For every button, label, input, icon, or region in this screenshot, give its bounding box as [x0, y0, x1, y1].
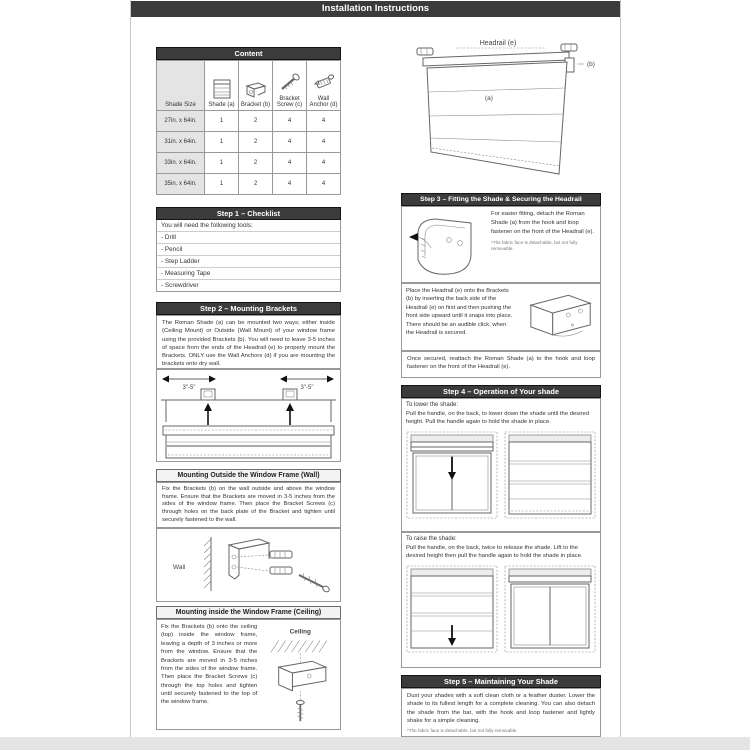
- cell-value: 1: [205, 174, 239, 195]
- dimension-label: 3"-5": [300, 385, 314, 391]
- roman-shade-diagram: [401, 18, 601, 188]
- step5-note: *The fabric face is detachable, but not fully removable.: [407, 728, 518, 734]
- step2-body: The Roman Shade (a) can be mounted two ways; either inside (Ceiling Mount) or Outside (Wall Mount) of your window frame using the provided Brackets (b). You will need to leave 3-5 inches of space from the ends of the Headrail (e) to properly mount the Brackets. ONLY use the Wall Anchors (d) if you are mounting the brackets onto dry wall.: [156, 315, 341, 369]
- step4-raise-heading: To raise the shade:: [406, 536, 457, 542]
- cell-value: 2: [239, 153, 273, 174]
- bracket-front-diagram: [405, 210, 487, 279]
- step4-lower-heading: To lower the shade:: [406, 402, 459, 408]
- cell-size: 35in. x 64in.: [157, 174, 205, 195]
- step5-title: Step 5 – Maintaining Your Shade: [401, 675, 601, 688]
- tool-item: - Drill: [157, 231, 340, 243]
- bracket-label: (b): [587, 61, 595, 68]
- step4-lower-body: Pull the handle, on the back, to lower down the shade until the desired height. Pull the handle again to hold the shade in place.: [406, 411, 590, 426]
- window-shade-raised-arrow-diagram: [406, 431, 498, 519]
- window-shade-raised-diagram: [504, 565, 596, 653]
- window-shade-lowered-diagram: [504, 431, 596, 519]
- step1-intro: You will need the following tools:: [161, 222, 253, 229]
- page-title: Installation Instructions: [131, 1, 620, 17]
- cell-size: 31in. x 64in.: [157, 132, 205, 153]
- shade-label: (a): [485, 95, 493, 102]
- cell-size: 27in. x 64in.: [157, 111, 205, 132]
- bracket-spacing-diagram: [157, 370, 340, 461]
- table-header-row: [157, 61, 341, 111]
- content-section: [156, 47, 341, 195]
- cell-value: 4: [307, 132, 341, 153]
- cell-value: 4: [273, 153, 307, 174]
- shade-icon: [211, 78, 233, 100]
- tool-item: - Step Ladder: [157, 255, 340, 267]
- ceiling-mount-body: Fix the Brackets (b) onto the ceiling (top) inside the window frame, leaving a depth of 3 inches or more from the window. Ensure that the Brackets are moved in 3-5 inches from the sides of the window frame. Then place the Bracket Screws (c) through the top holes and tighten until securely fastened to the top of the window frame.: [161, 624, 258, 706]
- wall-mount-title: Mounting Outside the Window Frame (Wall): [156, 469, 341, 482]
- step1-title: Step 1 – Checklist: [156, 207, 341, 220]
- col-header-label: Wall Anchor (d): [309, 96, 338, 108]
- step4-raise-body: Pull the handle, on the back, twice to release the shade. Lift to the desired height then pull the handle again to hold the shade in place.: [406, 545, 583, 560]
- table-row: [157, 153, 341, 174]
- ceiling-mount-diagram: [261, 623, 336, 726]
- step3-reattach-text: Once secured, reattach the Roman Shade (a) to the hook and loop fastener on the front of the Headrail (e).: [401, 351, 601, 378]
- cell-value: 4: [307, 174, 341, 195]
- col-header-shade: [205, 61, 239, 111]
- wall-label: Wall: [173, 564, 186, 571]
- cell-value: 1: [205, 132, 239, 153]
- step3-detach-text: For easier fitting, detach the Roman Shade (a) from the hook and loop fastener on the front of the Headrail (e).: [491, 211, 595, 235]
- cell-value: 4: [273, 111, 307, 132]
- wall-diagram-box: [156, 528, 341, 602]
- step5-body: Dust your shades with a soft clean cloth or a feather duster. Lower the shade to its fullest length for a complete cleaning. You can also detach the shade from the bar, with the hook and loop fastener and lightly shake for a simple cleaning.: [407, 693, 595, 724]
- step3-place-box: [401, 283, 601, 351]
- col-header-shade-size: Shade Size: [157, 61, 205, 111]
- col-header-wall-anchor: [307, 61, 341, 111]
- ceiling-mount-title: Mounting inside the Window Frame (Ceiling): [156, 606, 341, 619]
- step4-title: Step 4 – Operation of Your shade: [401, 385, 601, 398]
- step3-note: *The fabric face is detachable, but not fully removable.: [491, 239, 578, 251]
- table-row: [157, 111, 341, 132]
- tool-item: - Pencil: [157, 243, 340, 255]
- cell-value: 2: [239, 132, 273, 153]
- window-shade-lowered-arrow-diagram: [406, 565, 498, 653]
- bracket-icon: [244, 80, 268, 100]
- step5-box: [401, 688, 601, 737]
- content-title: Content: [156, 47, 341, 60]
- cell-value: 4: [273, 132, 307, 153]
- anchor-icon: [312, 72, 336, 94]
- ceiling-box: [156, 619, 341, 730]
- step3-title: Step 3 – Fitting the Shade & Securing the Headrail: [401, 193, 601, 206]
- col-header-bracket: [239, 61, 273, 111]
- step1-box: [156, 220, 341, 292]
- step2-diagram-box: [156, 369, 341, 462]
- col-header-bracket-screw: [273, 61, 307, 111]
- step4-lower-box: [401, 398, 601, 532]
- wall-mount-body: Fix the Brackets (b) on the wall outside and above the window frame. Ensure that the Brackets are moved in 3-5 inches from the sides of the window frame. Then place the Bracket Screws (c) through holes on the back plate of the Bracket and tighten until securely fastened to the wall.: [156, 482, 341, 528]
- screw-icon: [278, 72, 302, 94]
- step2-title: Step 2 – Mounting Brackets: [156, 302, 341, 315]
- instruction-sheet: [130, 0, 621, 738]
- cell-size: 33in. x 64in.: [157, 153, 205, 174]
- cell-value: 1: [205, 153, 239, 174]
- table-row: [157, 132, 341, 153]
- cell-value: 2: [239, 111, 273, 132]
- col-header-label: Bracket (b): [240, 102, 271, 108]
- cell-value: 4: [307, 153, 341, 174]
- step1-section: [156, 207, 341, 292]
- table-row: [157, 174, 341, 195]
- col-header-label: Bracket Screw (c): [276, 96, 303, 108]
- col-header-label: Shade (a): [208, 102, 235, 108]
- headrail-label: Headrail (e): [479, 40, 517, 47]
- cell-value: 4: [273, 174, 307, 195]
- content-table: [156, 60, 341, 195]
- dimension-label: 3"-5": [182, 385, 196, 391]
- step3-place-text: Place the Headrail (e) onto the Brackets (b) by inserting the back side of the Headrail (e) on first and then pushing the front side upward until it snaps into place. There should be an audible click, when the Headrail is secured.: [406, 288, 513, 336]
- page-margin-strip: [0, 737, 750, 750]
- tool-item: - Measuring Tape: [157, 267, 340, 279]
- bracket-3d-diagram: [517, 287, 596, 347]
- ceiling-label: Ceiling: [289, 628, 312, 636]
- tool-item: - Screwdriver: [157, 279, 340, 291]
- cell-value: 4: [307, 111, 341, 132]
- cell-value: 1: [205, 111, 239, 132]
- wall-mount-diagram: [157, 529, 340, 601]
- cell-value: 2: [239, 174, 273, 195]
- step3-detach-box: [401, 206, 601, 283]
- step4-raise-box: [401, 532, 601, 668]
